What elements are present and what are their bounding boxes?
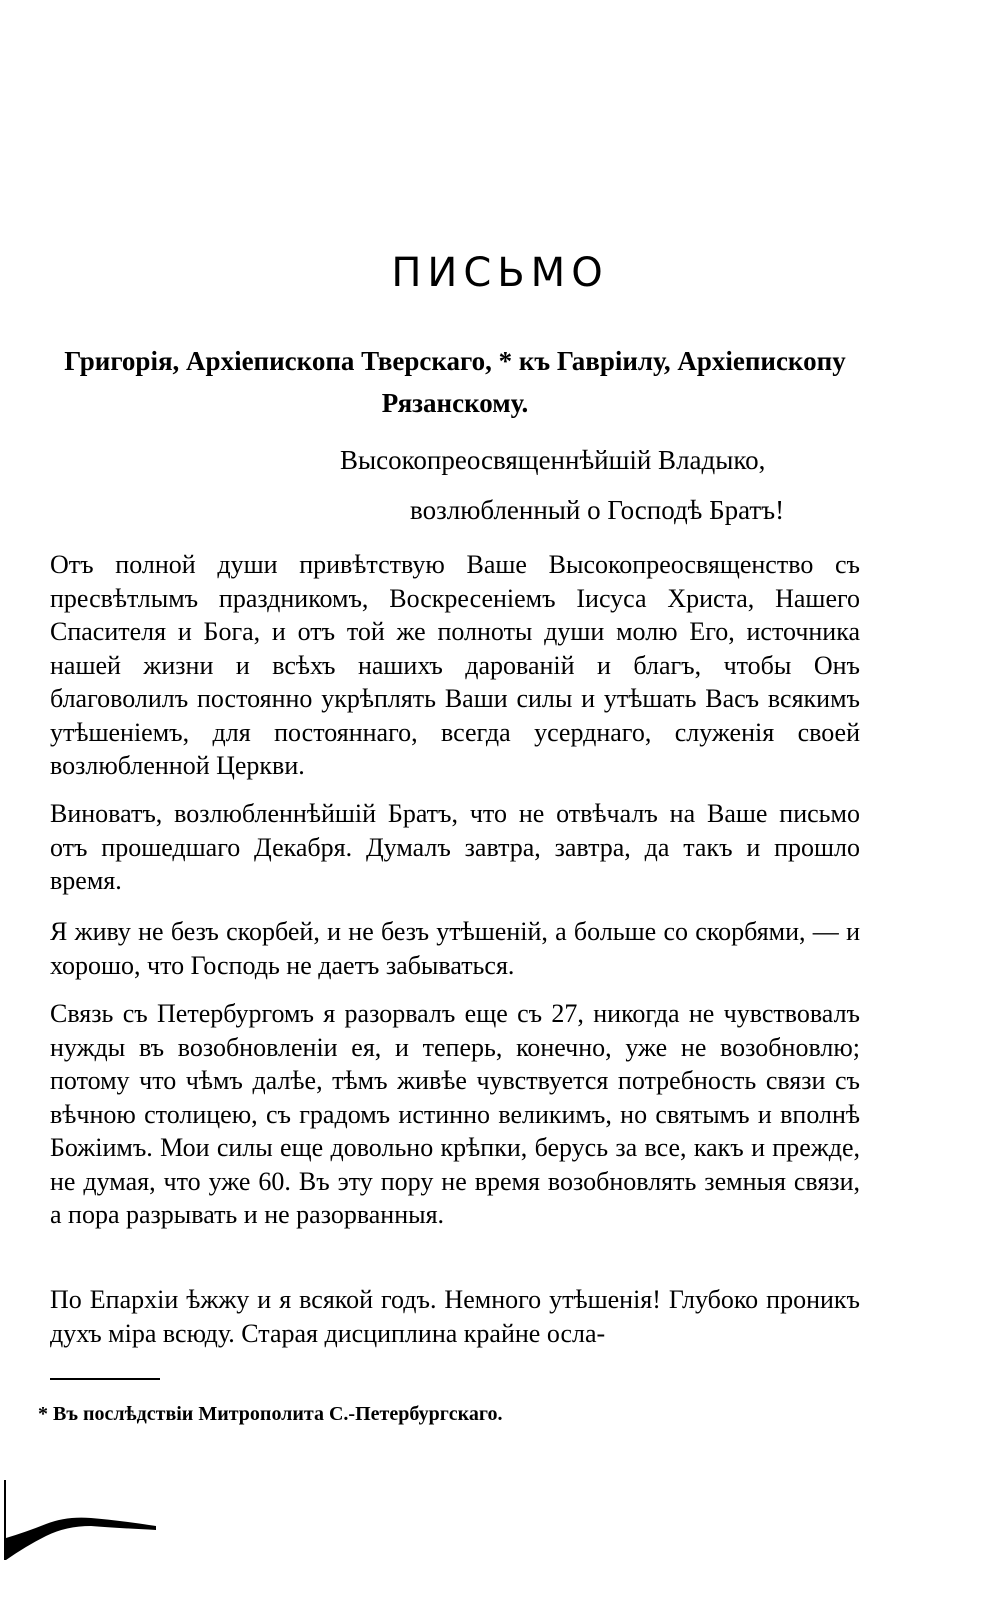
- paragraph-3: Я живу не безъ скорбей, и не безъ утѣшеній, а больше со скорбями, — и хорошо, что Господь не даетъ забываться.: [50, 917, 860, 980]
- paragraph-1: Отъ полной души привѣтствую Ваше Высокопреосвященство съ пресвѣтлымъ праздникомъ, Воскресеніемъ Іисуса Христа, Нашего Спасителя и Бога, и отъ той же полноты души молю Его, источника нашей жизни и всѣхъ нашихъ дарованій и благъ, чтобы Онъ благоволилъ постоянно укрѣплять Ваши силы и утѣшать Васъ всякимъ утѣшеніемъ, для постояннаго, всегда усерднаго, служенія своей возлюбленной Церкви.: [50, 550, 860, 780]
- footnote-divider: [50, 1378, 160, 1380]
- salutation-line-2: возлюбленный о Господѣ Братъ!: [410, 495, 785, 525]
- salutation-line-1: Высокопреосвященнѣйшій Владыко,: [340, 445, 766, 475]
- paragraph-4: Связь съ Петербургомъ я разорвалъ еще съ 27, никогда не чувствовалъ нужды въ возобновленіи ея, и теперь, конечно, уже не возобновлю; потому что чѣмъ далѣе, тѣмъ живѣе чувствуется потребность связи съ вѣчною столицею, съ градомъ истинно великимъ, но святымъ и вполнѣ Божіимъ. Мои силы еще довольно крѣпки, берусь за все, какъ и прежде, не думая, что уже 60. Въ эту пору не время возобновлять земныя связи, а пора разрывать и не разорванныя.: [50, 999, 860, 1229]
- scan-smudge: [6, 1510, 156, 1560]
- paragraph-2: Виноватъ, возлюбленнѣйшій Братъ, что не отвѣчалъ на Ваше письмо отъ прошедшаго Декабря. Думалъ завтра, завтра, да такъ и прошло время.: [50, 799, 860, 895]
- letter-heading: Григорія, Архіепископа Тверскаго, * къ Гавріилу, Архіепископу Рязанскому.: [64, 346, 846, 418]
- page-title: ПИСЬМО: [391, 250, 609, 296]
- paragraph-5: По Епархіи ѣжжу и я всякой годъ. Немного утѣшенія! Глубоко проникъ духъ міра всюду. Старая дисциплина крайне осла-: [50, 1285, 860, 1348]
- footnote: * Въ послѣдствіи Митрополита С.-Петербургскаго.: [38, 1403, 503, 1425]
